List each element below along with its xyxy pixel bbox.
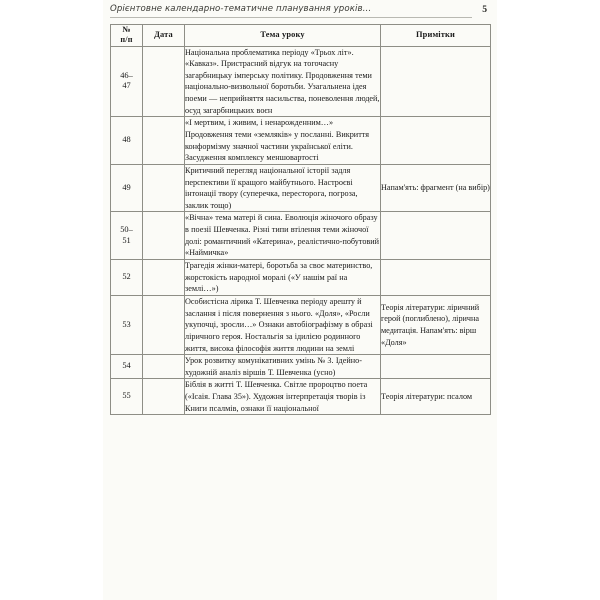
row-date-cell bbox=[143, 379, 185, 415]
row-number-line1: 50– bbox=[120, 224, 133, 234]
table-row bbox=[111, 117, 491, 165]
table-row bbox=[111, 355, 491, 379]
row-number-cell bbox=[111, 355, 143, 379]
row-number-cell bbox=[111, 164, 143, 212]
row-notes-text: Теорія літератури: ліричний герой (поглиблено), лірична медитація. Напам'ять: вірш «Доля» bbox=[381, 302, 480, 347]
row-theme-cell bbox=[185, 46, 381, 117]
table-row bbox=[111, 260, 491, 296]
lesson-plan-table bbox=[110, 24, 491, 415]
header-divider bbox=[110, 17, 472, 18]
running-header-title: Орієнтовне календарно-тематичне планування уроків… bbox=[110, 4, 372, 14]
row-number-line1: 46– bbox=[120, 70, 133, 80]
row-theme-cell bbox=[185, 379, 381, 415]
row-theme-text: Особистісна лірика Т. Шевченка періоду арешту й заслання і після повернення з нього. «Доля», «Росли укупочці, зросли…» Ознаки автобіографізму в образі ліричного героя. Ностальгія за ідилією родинного життя, висока філософія життя людини на землі bbox=[185, 296, 373, 353]
table-body bbox=[111, 46, 491, 415]
row-number-cell bbox=[111, 379, 143, 415]
row-notes-cell bbox=[381, 260, 491, 296]
row-number-cell bbox=[111, 46, 143, 117]
row-number-cell bbox=[111, 295, 143, 354]
table-row bbox=[111, 164, 491, 212]
column-header-number bbox=[111, 25, 143, 47]
row-theme-cell bbox=[185, 212, 381, 260]
row-notes-cell bbox=[381, 379, 491, 415]
document-page bbox=[103, 0, 497, 600]
row-notes-text: Теорія літератури: псалом bbox=[381, 392, 473, 402]
row-theme-cell bbox=[185, 355, 381, 379]
table-row bbox=[111, 46, 491, 117]
row-theme-cell bbox=[185, 260, 381, 296]
row-number-line1: 54 bbox=[122, 361, 131, 371]
row-number-cell bbox=[111, 212, 143, 260]
column-header-number-line2: п/п bbox=[120, 35, 133, 45]
row-number-cell bbox=[111, 260, 143, 296]
column-header-number-line1: № bbox=[122, 25, 131, 34]
row-number-line2: 47 bbox=[122, 81, 131, 91]
table-row bbox=[111, 295, 491, 354]
table-header-row bbox=[111, 25, 491, 47]
row-number-cell bbox=[111, 117, 143, 165]
row-date-cell bbox=[143, 355, 185, 379]
row-theme-cell bbox=[185, 295, 381, 354]
row-theme-text: «Вічна» тема матері й сина. Еволюція жіночого образу в поезії Шевченка. Різні типи втілення теми жіночої долі: романтичний «Катерина», реалістично-побутовий «Наймичка» bbox=[185, 213, 380, 258]
page-number: 5 bbox=[482, 4, 487, 15]
row-date-cell bbox=[143, 117, 185, 165]
table-row bbox=[111, 212, 491, 260]
row-theme-text: Урок розвитку комунікативних умінь № 3. Ідейно-художній аналіз віршів Т. Шевченка (усно) bbox=[185, 356, 362, 377]
table-row bbox=[111, 379, 491, 415]
row-notes-cell bbox=[381, 46, 491, 117]
row-number-line1: 49 bbox=[122, 182, 131, 192]
row-date-cell bbox=[143, 260, 185, 296]
column-header-date: Дата bbox=[143, 25, 185, 47]
row-theme-cell bbox=[185, 117, 381, 165]
row-theme-text: Трагедія жінки-матері, боротьба за своє материнство, жорстокість народної моралі («У нашім раї на землі…») bbox=[185, 261, 373, 294]
column-header-theme: Тема уроку bbox=[185, 25, 381, 47]
row-notes-cell bbox=[381, 117, 491, 165]
row-date-cell bbox=[143, 164, 185, 212]
row-date-cell bbox=[143, 212, 185, 260]
row-date-cell bbox=[143, 46, 185, 117]
row-notes-cell bbox=[381, 355, 491, 379]
row-number-line1: 52 bbox=[122, 272, 131, 282]
row-theme-text: Критичний перегляд національної історії задля перспективи її кращого майбутнього. Настроєві інтонації твору (суперечка, пересторога, погроза, заклик тощо) bbox=[185, 165, 358, 210]
row-notes-text: Напам'ять: фрагмент (на вибір) bbox=[381, 183, 490, 193]
row-notes-cell bbox=[381, 295, 491, 354]
row-number-line1: 55 bbox=[122, 391, 131, 401]
row-theme-text: «І мертвим, і живим, і ненарожденним…» Продовження теми «землякiв» у посланні. Викриття конформізму значної частини української еліти. Засудження комплексу меншовартості bbox=[185, 118, 370, 163]
row-notes-cell bbox=[381, 164, 491, 212]
row-theme-text: Національна проблематика періоду «Трьох літ». «Кавказ». Пристрасний відгук на тогочасну загарбницьку імперську політику. Продовження теми національно-визвольної боротьби. Узагальнена ідея поеми — неприйняття насильства, поневолення людей, осуд загарбницьких воєн bbox=[185, 47, 380, 115]
column-header-notes: Примітки bbox=[381, 25, 491, 47]
row-number-line1: 48 bbox=[122, 135, 131, 145]
row-number-line2: 51 bbox=[122, 235, 131, 245]
row-theme-cell bbox=[185, 164, 381, 212]
row-notes-cell bbox=[381, 212, 491, 260]
row-number-line1: 53 bbox=[122, 319, 131, 329]
row-theme-text: Біблія в житті Т. Шевченка. Світле пророцтво поета («Ісаія. Глава 35»). Художня інтерпретація творів із Книги псалмів, ознаки її національної bbox=[185, 380, 368, 413]
row-date-cell bbox=[143, 295, 185, 354]
